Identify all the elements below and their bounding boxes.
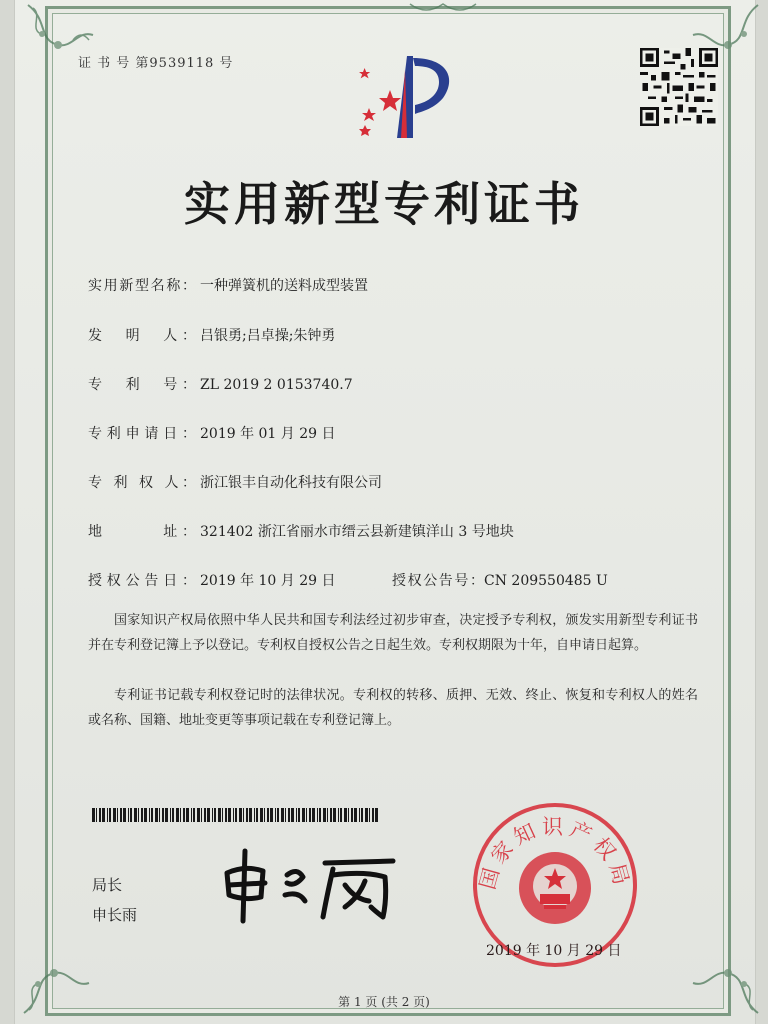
top-center-ornament bbox=[408, 0, 478, 16]
certificate-number: 证 书 号 第9539118 号 bbox=[78, 56, 234, 71]
field-label: 实用新型名称： bbox=[88, 278, 196, 294]
statement-paragraph: 专利证书记载专利权登记时的法律状况。专利权的转移、质押、无效、终止、恢复和专利权人的姓名或名称、国籍、地址变更等事项记载在专利登记簿上。 bbox=[88, 688, 698, 728]
field-grant-date bbox=[88, 570, 336, 590]
director-block bbox=[92, 870, 137, 930]
field-patent-number bbox=[88, 374, 353, 394]
field-value: CN 209550485 U bbox=[484, 573, 608, 589]
qr-code-icon bbox=[640, 48, 718, 126]
field-value: 一种弹簧机的送料成型装置 bbox=[200, 278, 368, 294]
field-address bbox=[88, 521, 514, 541]
seal-date: 2019 年 10 月 29 日 bbox=[486, 943, 622, 959]
seal-text: 国家知识产权局 bbox=[475, 815, 635, 893]
field-label: 发 明 人： bbox=[88, 328, 196, 344]
field-grant-number bbox=[392, 570, 608, 590]
field-value: 321402 浙江省丽水市缙云县新建镇洋山 3 号地块 bbox=[200, 524, 514, 540]
field-label: 专 利 权 人： bbox=[88, 475, 196, 491]
field-label: 地 址： bbox=[88, 524, 196, 540]
field-value: 吕银勇;吕卓操;朱钟勇 bbox=[200, 328, 336, 344]
director-title: 局长 bbox=[92, 876, 123, 894]
corner-ornament-top-left bbox=[18, 0, 108, 90]
field-value: ZL 2019 2 0153740.7 bbox=[200, 377, 353, 393]
field-value: 2019 年 10 月 29 日 bbox=[200, 573, 336, 589]
field-inventors bbox=[88, 325, 335, 345]
field-label: 专 利 号： bbox=[88, 377, 196, 393]
page-number: 第 1 页 (共 2 页) bbox=[338, 995, 430, 1009]
statement-paragraph: 国家知识产权局依照中华人民共和国专利法经过初步审查，决定授予专利权，颁发实用新型专利证书并在专利登记簿上予以登记。专利权自授权公告之日起生效。专利权期限为十年，自申请日起算。 bbox=[88, 613, 698, 653]
patent-office-emblem-icon bbox=[335, 50, 465, 145]
field-label: 授权公告日： bbox=[88, 573, 196, 589]
field-utility-model-name bbox=[88, 275, 368, 295]
field-label: 专利申请日： bbox=[88, 426, 196, 442]
field-value: 浙江银丰自动化科技有限公司 bbox=[200, 475, 382, 491]
director-name: 申长雨 bbox=[92, 906, 138, 924]
field-label: 授权公告号： bbox=[392, 573, 484, 589]
barcode-icon bbox=[92, 808, 382, 822]
director-signature bbox=[215, 845, 405, 925]
field-filing-date bbox=[88, 423, 336, 443]
field-value: 2019 年 01 月 29 日 bbox=[200, 426, 336, 442]
field-patentee bbox=[88, 472, 382, 492]
certificate-title: 实用新型专利证书 bbox=[184, 177, 584, 231]
